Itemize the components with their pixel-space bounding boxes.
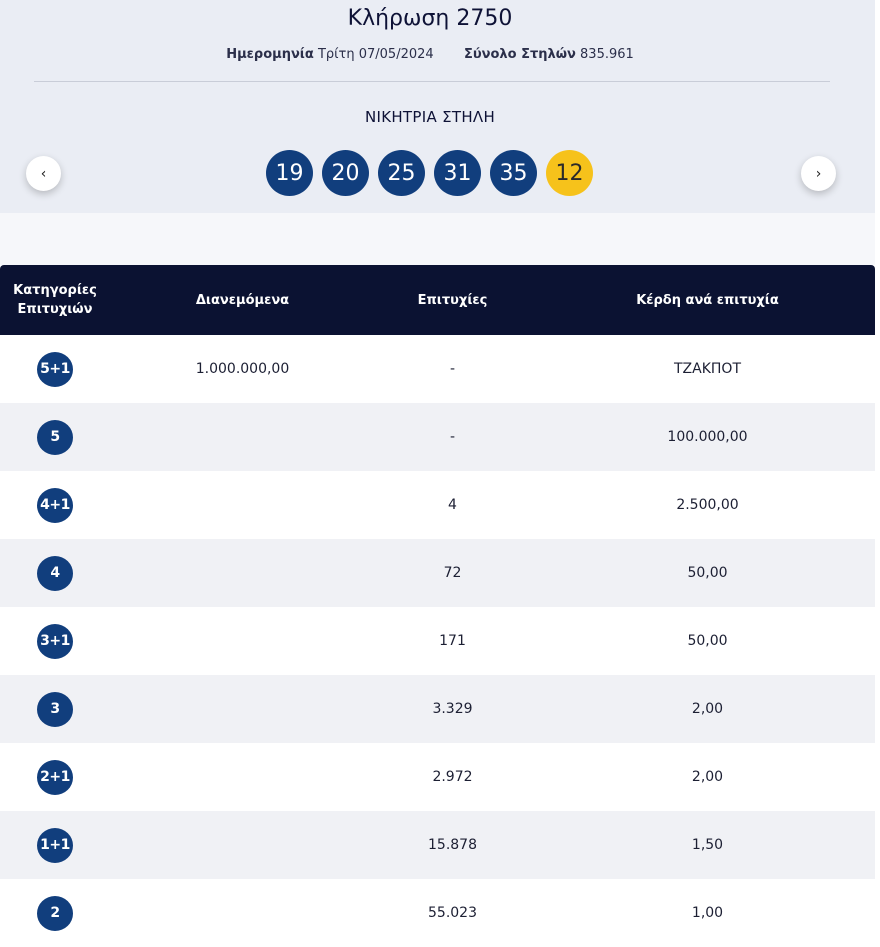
winners-cell: 2.972 <box>432 769 473 785</box>
category-badge: 4 <box>37 556 73 591</box>
spacer-band <box>0 213 875 265</box>
chevron-right-icon: › <box>815 165 822 182</box>
winning-number-ball: 19 <box>266 150 313 196</box>
date-value: Τρίτη 07/05/2024 <box>317 47 434 62</box>
winners-cell: 72 <box>443 565 462 581</box>
header-category-line2: Επιτυχιών <box>17 302 93 317</box>
distributed-cell <box>155 403 330 471</box>
table-row <box>0 743 875 811</box>
prize-cell: ΤΖΑΚΠΟΤ <box>674 361 741 377</box>
winners-cell: 55.023 <box>428 905 477 921</box>
table-row <box>0 403 875 471</box>
winners-cell: 3.329 <box>432 701 473 717</box>
prize-cell: 2,00 <box>691 769 724 785</box>
winners-cell: 15.878 <box>428 837 477 853</box>
next-draw-button[interactable] <box>801 156 836 191</box>
header-category <box>0 265 110 335</box>
distributed-cell <box>155 539 330 607</box>
prize-cell: 2,00 <box>691 701 724 717</box>
divider <box>34 81 830 82</box>
category-badge: 4+1 <box>37 488 73 523</box>
category-badge: 2+1 <box>37 760 73 795</box>
winning-number-ball: 25 <box>378 150 425 196</box>
header-category-line1: Κατηγορίες <box>13 283 97 298</box>
category-badge: 5 <box>37 420 73 455</box>
prize-cell: 100.000,00 <box>667 429 748 445</box>
prize-cell: 50,00 <box>687 633 728 649</box>
distributed-cell: 1.000.000,00 <box>195 361 290 377</box>
winning-number-ball: 31 <box>434 150 481 196</box>
table-row <box>0 811 875 879</box>
total-columns-value: 835.961 <box>580 47 634 62</box>
table-row <box>0 879 875 947</box>
category-badge: 5+1 <box>37 352 73 387</box>
header-prize: Κέρδη ανά επιτυχία <box>636 292 779 308</box>
distributed-cell <box>155 879 330 947</box>
distributed-cell <box>155 607 330 675</box>
header-winners: Επιτυχίες <box>417 292 488 308</box>
winning-numbers <box>266 150 593 196</box>
total-columns-label: Σύνολο Στηλών <box>463 47 576 62</box>
prize-cell: 2.500,00 <box>676 497 739 513</box>
table-row <box>0 471 875 539</box>
category-badge: 3 <box>37 692 73 727</box>
winning-number-ball: 35 <box>490 150 537 196</box>
header-distributed: Διανεμόμενα <box>195 292 290 308</box>
winners-cell: 4 <box>448 497 457 513</box>
table-header <box>0 265 875 335</box>
distributed-cell <box>155 675 330 743</box>
table-row <box>0 675 875 743</box>
prize-cell: 1,50 <box>691 837 724 853</box>
winning-column-label: ΝΙΚΗΤΡΙΑ ΣΤΗΛΗ <box>364 108 496 126</box>
winners-cell: - <box>449 361 456 377</box>
winners-cell: 171 <box>439 633 466 649</box>
draw-summary <box>0 0 875 213</box>
winning-number-ball: 20 <box>322 150 369 196</box>
distributed-cell <box>155 811 330 879</box>
draw-title: Κλήρωση 2750 <box>347 6 513 31</box>
joker-number-ball: 12 <box>546 150 593 196</box>
distributed-cell <box>155 471 330 539</box>
category-badge: 2 <box>37 896 73 931</box>
previous-draw-button[interactable] <box>26 156 61 191</box>
table-row <box>0 607 875 675</box>
date-label: Ημερομηνία <box>226 47 314 62</box>
chevron-left-icon: ‹ <box>40 165 47 182</box>
draw-meta <box>0 47 860 62</box>
table-row <box>0 539 875 607</box>
category-badge: 3+1 <box>37 624 73 659</box>
distributed-cell <box>155 743 330 811</box>
prize-cell: 1,00 <box>691 905 724 921</box>
prize-table-body <box>0 335 875 947</box>
prize-cell: 50,00 <box>687 565 728 581</box>
category-badge: 1+1 <box>37 828 73 863</box>
table-row <box>0 335 875 403</box>
winners-cell: - <box>449 429 456 445</box>
